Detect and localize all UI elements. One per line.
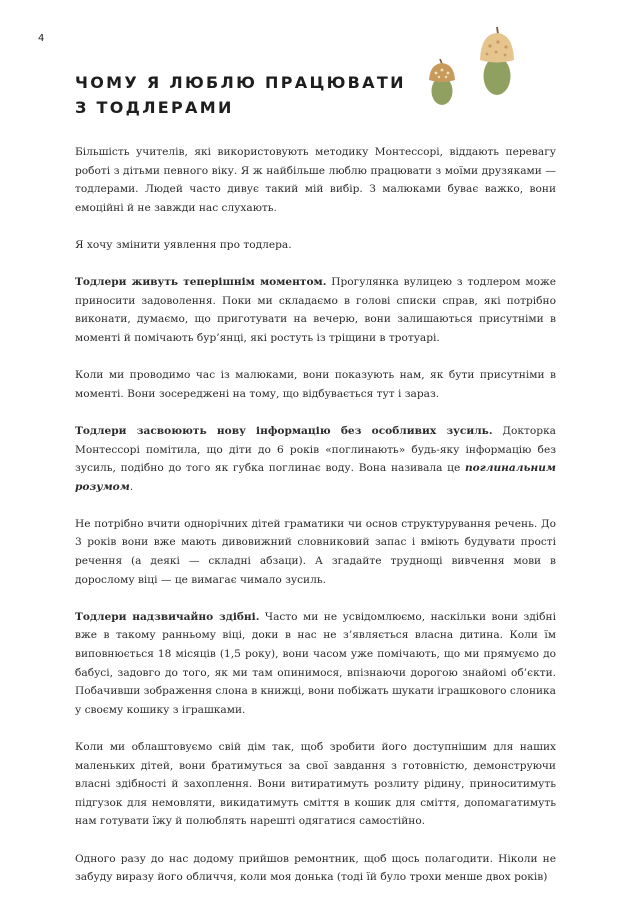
- paragraph: [75, 850, 556, 887]
- paragraph-text: Прогулянка вулицею з тодлером може приносити задоволення. Поки ми складаємо в голові списки справ, які потрібно виконати, думаємо, що приготувати на вечерю, вони залишаються присутніми в моменті й помічають бур’янці, які ростуть із тріщини в тротуарі.: [75, 276, 556, 344]
- paragraph-text: Я хочу змінити уявлення про тодлера.: [75, 238, 292, 251]
- paragraph-lead: Тодлери надзвичайно здібні.: [75, 610, 260, 623]
- body-text: [75, 143, 556, 905]
- page-number: 4: [38, 33, 45, 44]
- acorn-icon: [480, 27, 514, 95]
- paragraph-text: Не потрібно вчити однорічних дітей граматики чи основ структурування речень. До 3 років вони вже мають дивовижний словниковий запас і вміють будувати прості речення (а деякі — складні абзаци). А згадайте труднощі вивчення мови в дорослому віці — це вимагає чимало зусиль.: [75, 517, 556, 586]
- acorn-icon: [429, 59, 455, 105]
- paragraph: [75, 608, 556, 720]
- acorns-illustration: [420, 22, 520, 117]
- acorn-body-large: [484, 57, 511, 95]
- paragraph-text: Докторка Монтессорі помітила, що діти до 6 років «поглинають» будь-яку інформацію без зусиль, подібно до того як губка поглинає воду. Вона називала це: [75, 424, 557, 475]
- acorn-cap-small: [429, 63, 455, 82]
- paragraph: [75, 273, 556, 347]
- paragraph-text: Коли ми проводимо час із малюками, вони показують нам, як бути присутніми в моменті. Вони зосереджені на тому, що відбувається тут і зараз.: [75, 369, 556, 400]
- paragraph-text: Більшість учителів, які використовують методику Монтессорі, віддають перевагу роботі з дітьми певного віку. Я ж найбільше люблю працювати з моїми друзяками — тодлерами. Людей часто дивує такий мій вибір. З малюками буває важко, вони емоційні й не завжди нас слухають.: [75, 146, 556, 214]
- paragraph-text: Часто ми не усвідомлюємо, наскільки вони здібні вже в такому ранньому віці, доки в нас не з’являється власна дитина. Коли їм виповнюється 18 місяців (1,5 року), вони часом уже помічають, що ми прямуємо до бабусі, задовго до того, як ми там опинимося, впізнаючи дорогою знайомі об’єкти. Побачивши зображення слона в книжці, вони побіжать шукати іграшкового слоника у своєму кошику з іграшками.: [75, 610, 556, 716]
- paragraph-text-end: .: [129, 480, 134, 493]
- paragraph: [75, 422, 556, 496]
- chapter-title: [75, 70, 406, 120]
- paragraph: [75, 366, 556, 403]
- chapter-title-line-2: З ТОДЛЕРАМИ: [75, 98, 234, 117]
- paragraph-lead: Тодлери живуть теперішнім моментом.: [75, 276, 327, 289]
- paragraph: [75, 515, 556, 589]
- paragraph: [75, 738, 556, 831]
- paragraph-text: Одного разу до нас додому прийшов ремонтник, щоб щось полагодити. Ніколи не забуду виразу його обличчя, коли моя донька (тоді їй було трохи менше двох років): [75, 852, 556, 884]
- paragraph-lead: Тодлери засвоюють нову інформацію без особливих зусиль.: [75, 424, 493, 437]
- chapter-title-line-1: ЧОМУ Я ЛЮБЛЮ ПРАЦЮВАТИ: [75, 73, 406, 92]
- paragraph-text: Коли ми облаштовуємо свій дім так, щоб зробити його доступнішим для наших маленьких дітей, вони братимуться за свої завдання з готовністю, демонструючи власні здібності й захоплення. Вони витиратимуть розлиту рідину, приноситимуть підгузок для немовляти, викидатимуть сміття в кошик для сміття, допомагатимуть нам готувати їжу й полюблять нарешті одягатися самостійно.: [75, 741, 556, 828]
- paragraph-emphasis: поглинальним розумом: [75, 462, 556, 493]
- paragraph: [75, 236, 556, 255]
- paragraph: [75, 143, 556, 217]
- acorn-cap-large: [480, 33, 514, 63]
